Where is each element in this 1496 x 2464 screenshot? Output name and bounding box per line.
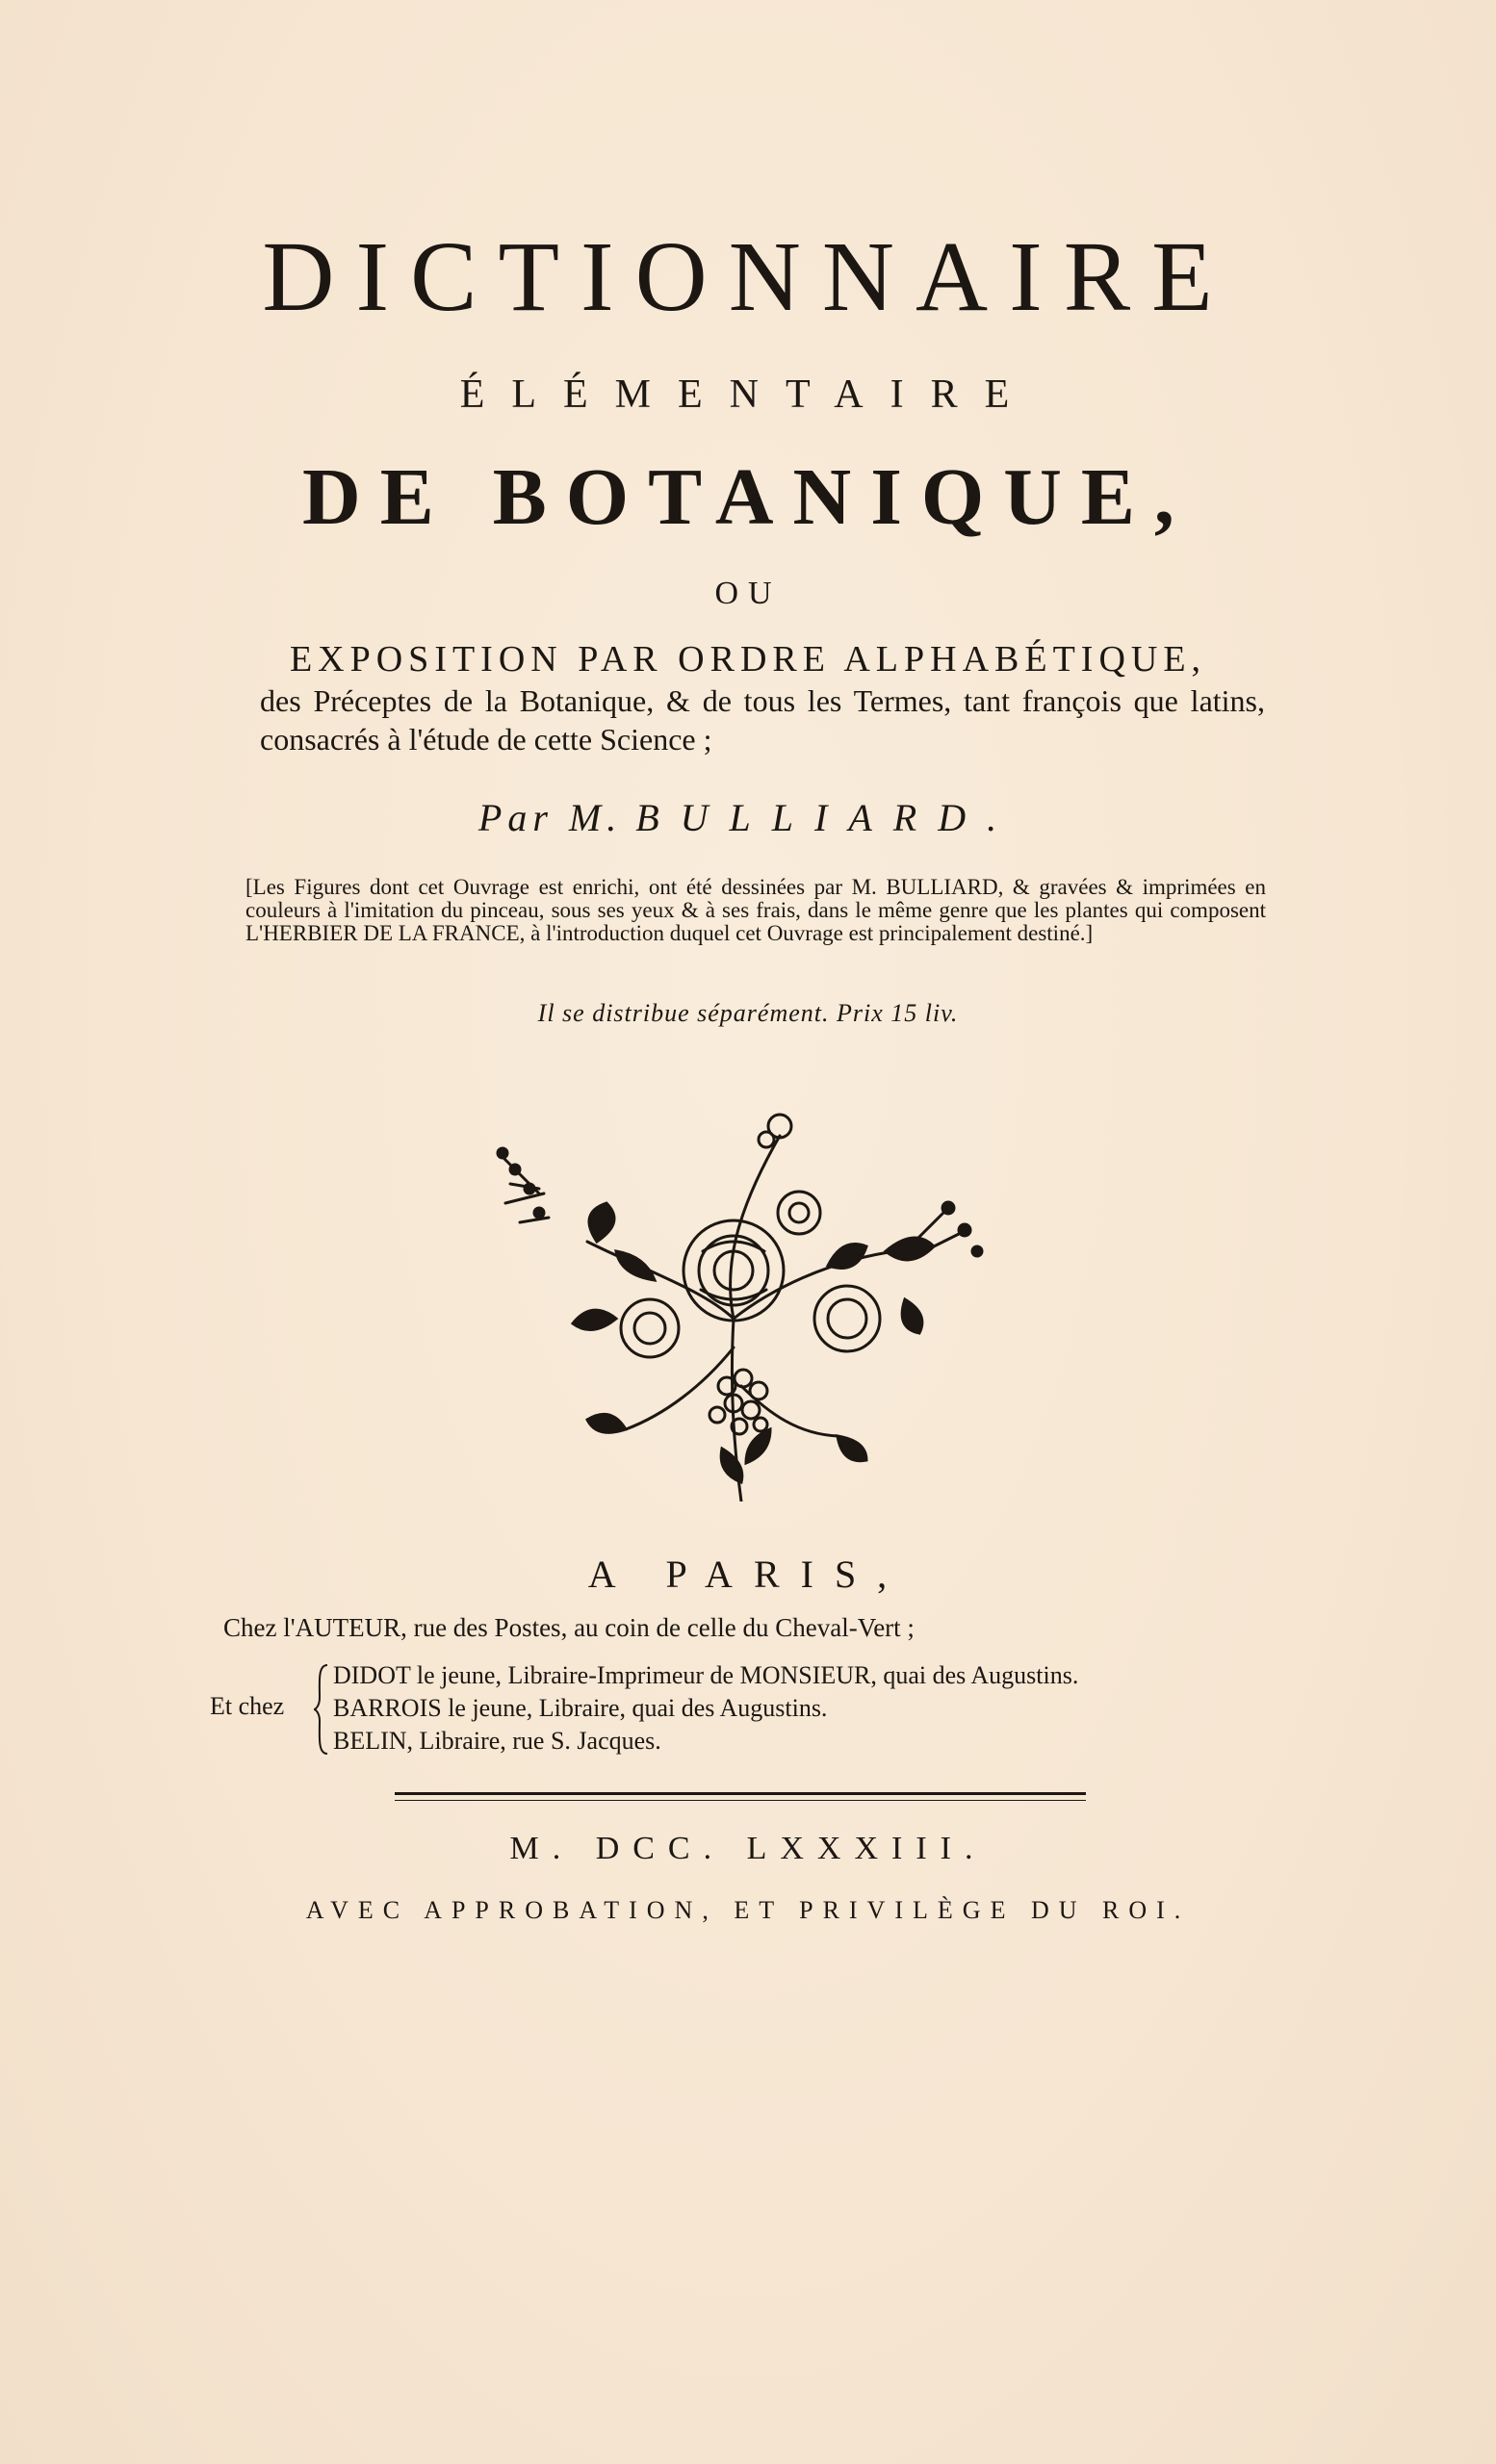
vendor-didot: DIDOT le jeune, Libraire-Imprimeur de MONSIEUR, quai des Augustins. — [333, 1661, 1079, 1689]
floral-ornament-icon — [481, 1097, 1001, 1502]
price-line: Il se distribue séparément. Prix 15 liv. — [537, 999, 959, 1027]
imprint-vendors — [210, 1657, 1288, 1763]
author-line — [0, 795, 1496, 840]
author-name: BULLIARD. — [635, 796, 1019, 839]
title-elementaire: ÉLÉMENTAIRE — [459, 372, 1037, 417]
imprint-author-address: Chez l'AUTEUR, rue des Postes, au coin de celle du Cheval-Vert ; — [223, 1613, 915, 1642]
divider-rule-thin — [395, 1800, 1086, 1801]
title-ou: OU — [714, 576, 782, 611]
title-de-botanique: DE BOTANIQUE, — [302, 452, 1194, 542]
vendor-barrois: BARROIS le jeune, Libraire, quai des Augustins. — [333, 1694, 828, 1722]
privilege-line: AVEC APPROBATION, ET PRIVILÈGE DU ROI. — [305, 1896, 1191, 1924]
imprint-et-chez: Et chez — [210, 1692, 285, 1720]
title-dictionnaire: DICTIONNAIRE — [262, 221, 1234, 332]
divider-rule — [395, 1792, 1086, 1795]
author-prefix: Par M. — [477, 796, 623, 839]
brace-icon — [312, 1663, 329, 1756]
vendor-belin: BELIN, Libraire, rue S. Jacques. — [333, 1727, 661, 1755]
publication-date: M. DCC. LXXXIII. — [509, 1831, 987, 1866]
figures-note: [Les Figures dont cet Ouvrage est enrichi, ont été dessinées par M. BULLIARD, & gravées & imprimées en couleurs à l'imitation du pinceau, sous ses yeux & à ses frais, dans le même genre que les plantes qui composent L'HERBIER DE LA FRANCE, à l'introduction duquel cet Ouvrage est principalement destiné.] — [245, 875, 1266, 945]
title-exposition: EXPOSITION PAR ORDRE ALPHABÉTIQUE, — [289, 639, 1207, 680]
imprint-city: A PARIS, — [587, 1553, 909, 1596]
title-description: des Préceptes de la Botanique, & de tous les Termes, tant françois que latins, consacrés à l'étude de cette Science ; — [260, 683, 1265, 757]
